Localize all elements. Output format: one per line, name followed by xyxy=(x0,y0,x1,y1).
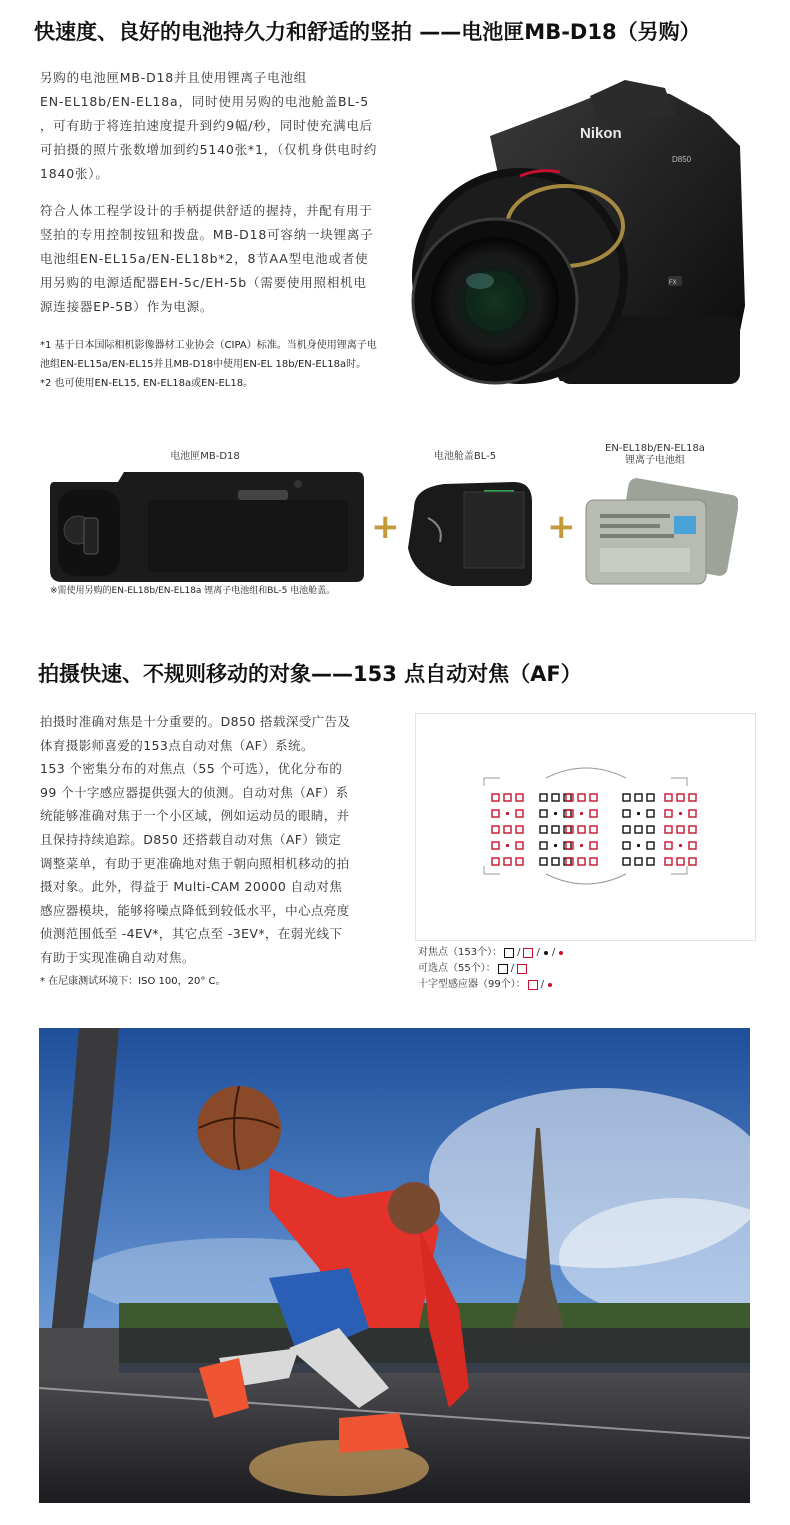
af-point-dot xyxy=(506,844,509,847)
note-line: 池组EN-EL15a/EN-EL15并且MB-D18中使用EN-EL 18b/EN-EL18a时。 xyxy=(40,359,367,370)
legend-black-square-icon xyxy=(498,964,508,974)
af-point-square xyxy=(677,858,684,865)
text-line: 1840张）。 xyxy=(40,166,109,181)
af-point-square xyxy=(564,858,571,865)
af-point-dot xyxy=(679,844,682,847)
camera-brand-text: Nikon xyxy=(580,125,622,142)
af-point-square xyxy=(689,810,696,817)
af-point-square xyxy=(540,858,547,865)
text-line: 竖拍的专用控制按钮和拨盘。MB-D18可容纳一块锂离子 xyxy=(40,227,374,242)
af-point-square xyxy=(552,858,559,865)
af-legend xyxy=(418,945,566,993)
text-line: 拍摄时准确对焦是十分重要的。D850 搭载深受广告及 xyxy=(40,714,351,729)
af-point-dot xyxy=(580,844,583,847)
text-line: 用另购的电源适配器EH-5c/EH-5b（需要使用照相机电 xyxy=(40,275,367,290)
legend-red-dot-icon xyxy=(548,983,552,987)
af-point-square xyxy=(665,842,672,849)
text-line: 源连接器EP-5B）作为电源。 xyxy=(40,299,214,314)
af-point-square xyxy=(590,842,597,849)
af-point-square xyxy=(492,810,499,817)
battery-caption-line2: 锂离子电池组 xyxy=(625,455,685,466)
af-point-dot xyxy=(580,812,583,815)
af-point-square xyxy=(578,826,585,833)
plus-sign-2: + xyxy=(547,507,576,547)
cover-caption: 电池舱盖BL-5 xyxy=(433,451,497,462)
af-point-square xyxy=(516,826,523,833)
text-line: 调整菜单，有助于更准确地对焦于朝向照相机移动的拍 xyxy=(40,855,350,871)
af-point-square xyxy=(623,794,630,801)
text-line: 且保持持续追踪。D850 还搭载自动对焦（AF）锁定 xyxy=(40,831,342,847)
af-point-square xyxy=(540,842,547,849)
af-points-svg xyxy=(416,714,755,940)
af-point-square xyxy=(566,794,573,801)
af-point-square xyxy=(540,826,547,833)
af-point-dot xyxy=(506,812,509,815)
af-point-square xyxy=(677,794,684,801)
af-point-dot xyxy=(637,812,640,815)
text-line: 体育摄影师喜爱的153点自动对焦（AF）系统。 xyxy=(40,737,314,753)
note-line: *2 也可使用EN-EL15, EN-EL18a或EN-EL18。 xyxy=(40,378,254,389)
battery-caption-line1: EN-EL18b/EN-EL18a xyxy=(605,443,705,454)
af-point-square xyxy=(504,794,511,801)
text-line: 有助于实现准确自动对焦。 xyxy=(40,949,195,965)
af-point-square xyxy=(590,810,597,817)
af-point-square xyxy=(578,858,585,865)
battery-cover-image xyxy=(404,478,536,588)
af-point-square xyxy=(564,794,571,801)
af-point-square xyxy=(647,842,654,849)
legend-red-square-icon xyxy=(523,948,533,958)
af-point-square xyxy=(516,858,523,865)
af-point-square xyxy=(540,794,547,801)
section1-title: 快速度、良好的电池持久力和舒适的竖拍 ——电池匣MB-D18（另购） xyxy=(34,20,701,44)
text-line: 侦测范围低至 -4EV*，其它点至 -3EV*，在弱光线下 xyxy=(40,926,343,942)
camera-badge-text: FX xyxy=(669,280,677,286)
af-point-square xyxy=(564,826,571,833)
section2-note: * 在尼康测试环境下：ISO 100，20° C。 xyxy=(40,976,226,987)
af-point-dot xyxy=(554,844,557,847)
af-point-square xyxy=(492,858,499,865)
text-line: 153 个密集分布的对焦点（55 个可选），优化分布的 xyxy=(40,761,343,777)
legend-row-focus-points: 对焦点（153个）： / / / xyxy=(418,945,566,961)
legend-black-dot-icon xyxy=(544,951,548,955)
af-point-square xyxy=(492,794,499,801)
legend-black-square-icon xyxy=(504,948,514,958)
af-point-square xyxy=(566,858,573,865)
grip-caption: 电池匣MB-D18 xyxy=(170,451,240,462)
camera-model-text: D850 xyxy=(672,155,692,164)
legend-label: 可选点（55个）： xyxy=(418,963,496,974)
battery-grip-image xyxy=(48,470,364,582)
af-point-dot xyxy=(679,812,682,815)
text-line: 可拍摄的照片张数增加到约5140张*1，（仅机身供电时约 xyxy=(40,142,378,157)
text-line: 另购的电池匣MB-D18并且使用锂离子电池组 xyxy=(40,70,308,85)
af-point-square xyxy=(540,810,547,817)
af-point-square xyxy=(635,858,642,865)
af-point-square xyxy=(635,826,642,833)
battery-pack-image xyxy=(582,478,738,590)
af-point-square xyxy=(564,842,571,849)
af-point-square xyxy=(689,794,696,801)
legend-label: 对焦点（153个）： xyxy=(418,947,503,958)
section2-title: 拍摄快速、不规则移动的对象——153 点自动对焦（AF） xyxy=(38,662,582,686)
af-point-square xyxy=(635,794,642,801)
af-points-diagram xyxy=(415,713,756,941)
legend-red-dot-icon xyxy=(559,951,563,955)
text-line: 电池组EN-EL15a/EN-EL18b*2，8节AA型电池或者使 xyxy=(40,251,369,266)
text-line: 99 个十字感应器提供强大的侦测。自动对焦（AF）系 xyxy=(40,784,349,800)
text-line: 感应器模块，能够将噪点降低到较低水平，中心点亮度 xyxy=(40,902,350,918)
af-point-square xyxy=(689,858,696,865)
af-point-square xyxy=(590,826,597,833)
af-point-square xyxy=(516,810,523,817)
af-point-square xyxy=(647,858,654,865)
section1-para2 xyxy=(40,199,410,319)
af-point-square xyxy=(623,826,630,833)
section1-para1 xyxy=(40,66,410,186)
af-point-square xyxy=(623,858,630,865)
battery-caption xyxy=(575,443,735,467)
af-point-square xyxy=(665,810,672,817)
basketball-player-photo xyxy=(39,1028,750,1503)
af-point-square xyxy=(623,810,630,817)
text-line: 符合人体工程学设计的手柄提供舒适的握持，并配有用于 xyxy=(40,203,373,218)
af-point-square xyxy=(665,858,672,865)
af-point-square xyxy=(552,794,559,801)
text-line: 摄对象。此外，得益于 Multi-CAM 20000 自动对焦 xyxy=(40,879,343,895)
af-point-square xyxy=(689,842,696,849)
af-point-square xyxy=(516,842,523,849)
accessories-footnote: ※需使用另购的EN-EL18b/EN-EL18a 锂离子电池组和BL-5 电池舱盖。 xyxy=(50,586,336,596)
note-line: *1 基于日本国际相机影像器材工业协会（CIPA）标准。当机身使用锂离子电 xyxy=(40,340,377,351)
section1-notes xyxy=(40,336,377,393)
af-point-square xyxy=(647,810,654,817)
af-point-square xyxy=(665,826,672,833)
af-point-square xyxy=(564,810,571,817)
af-point-square xyxy=(647,826,654,833)
legend-red-square-icon xyxy=(517,964,527,974)
af-point-square xyxy=(689,826,696,833)
af-point-square xyxy=(504,858,511,865)
legend-row-cross-sensors: 十字型感应器（99个）： / xyxy=(418,977,566,993)
legend-row-selectable-points: 可选点（55个）： / xyxy=(418,961,566,977)
legend-red-square-icon xyxy=(528,980,538,990)
af-point-square xyxy=(566,842,573,849)
af-point-square xyxy=(552,826,559,833)
af-point-dot xyxy=(637,844,640,847)
af-point-square xyxy=(677,826,684,833)
af-point-square xyxy=(516,794,523,801)
af-point-square xyxy=(578,794,585,801)
af-point-square xyxy=(590,858,597,865)
plus-sign-1: + xyxy=(371,507,400,547)
af-point-square xyxy=(566,826,573,833)
af-point-square xyxy=(665,794,672,801)
af-point-square xyxy=(492,826,499,833)
text-line: ，可有助于将连拍速度提升到约9幅/秒，同时使充满电后 xyxy=(40,118,373,133)
camera-with-grip-image xyxy=(410,76,765,391)
af-point-square xyxy=(566,810,573,817)
text-line: EN-EL18b/EN-EL18a，同时使用另购的电池舱盖BL-5 xyxy=(40,94,370,109)
af-point-square xyxy=(504,826,511,833)
af-point-square xyxy=(623,842,630,849)
af-point-square xyxy=(590,794,597,801)
text-line: 统能够准确对焦于一个小区域，例如运动员的眼睛，并 xyxy=(40,808,350,824)
af-point-dot xyxy=(554,812,557,815)
legend-label: 十字型感应器（99个）： xyxy=(418,979,526,990)
section2-para xyxy=(40,710,400,970)
af-point-square xyxy=(492,842,499,849)
af-point-square xyxy=(647,794,654,801)
